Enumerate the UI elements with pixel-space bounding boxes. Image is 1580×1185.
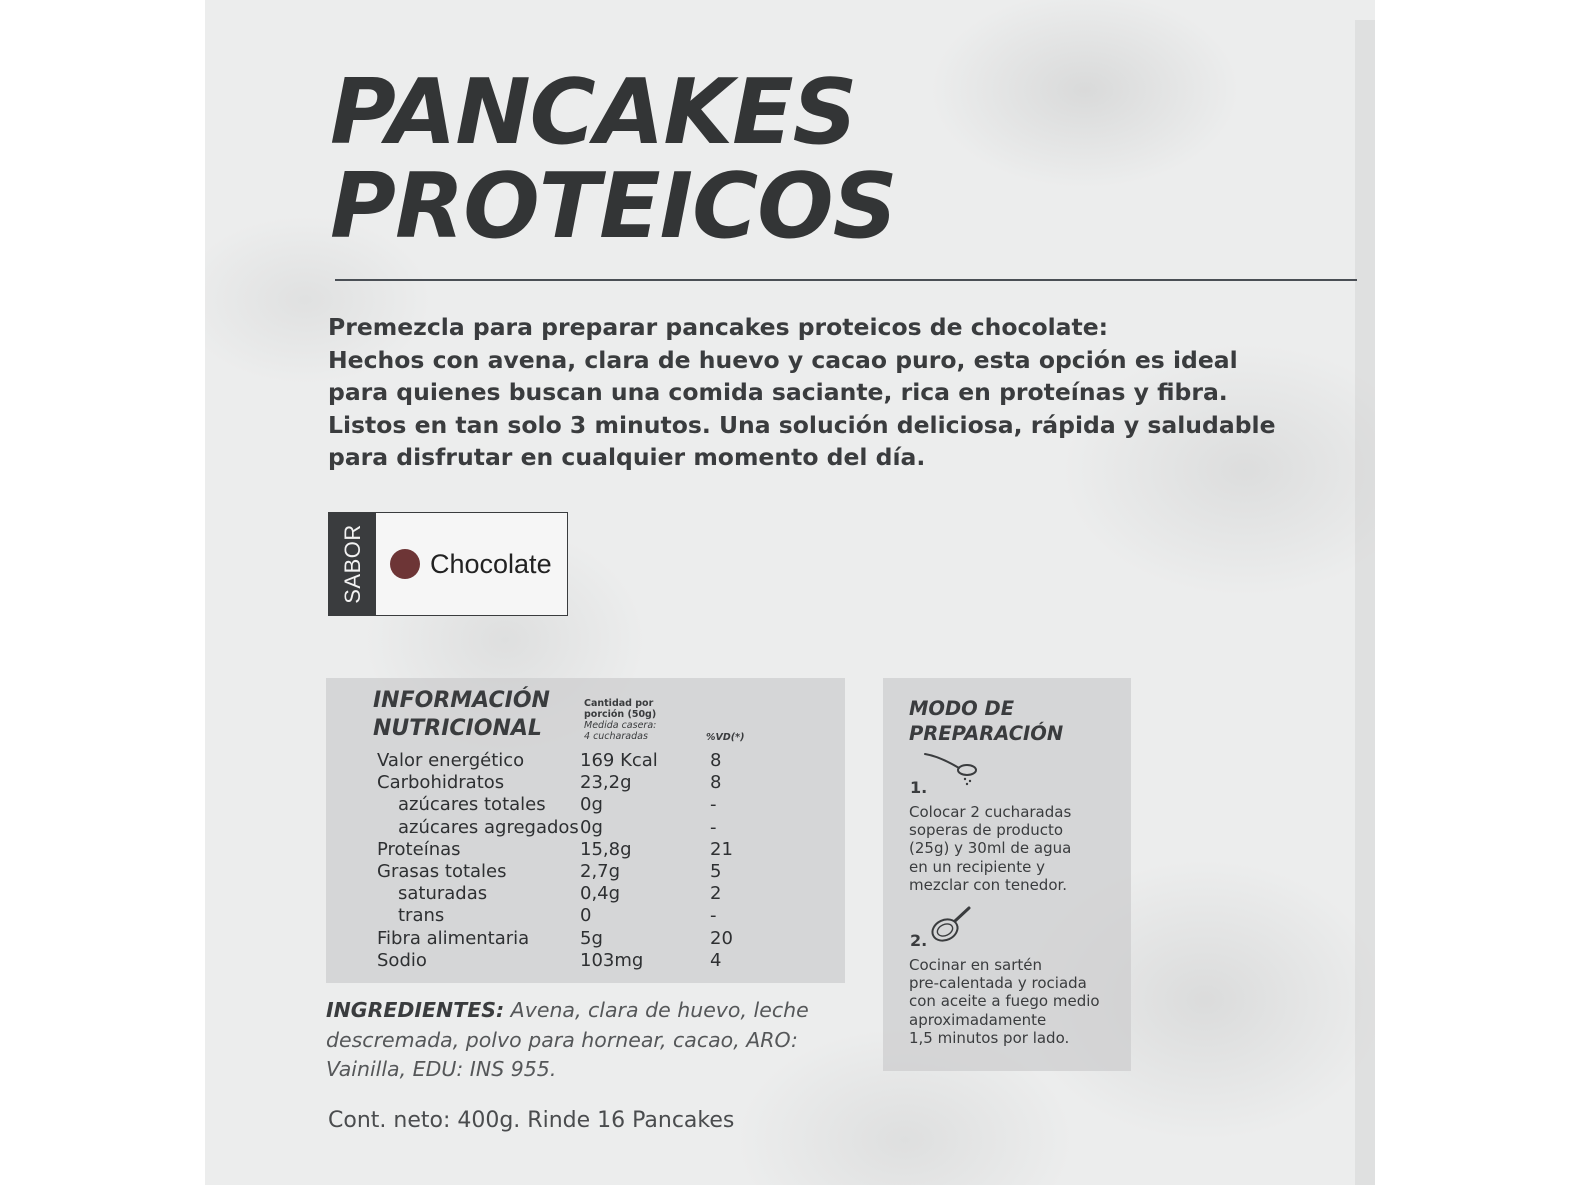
title-line-2: PROTEICOS: [330, 154, 897, 259]
description-line: para disfrutar en cualquier momento del día.: [328, 443, 926, 471]
step-line: pre-calentada y rociada: [909, 974, 1087, 993]
nutrition-row: [377, 839, 837, 861]
nutrition-title-line-1: INFORMACIÓN: [373, 688, 550, 713]
nutrient-name: Sodio: [377, 949, 427, 971]
pan-icon: [929, 904, 975, 946]
product-description: [328, 311, 1276, 474]
nutrient-name: Carbohidratos: [377, 772, 505, 794]
nutrient-amount: 2,7g: [580, 860, 621, 882]
nutrient-vd: 4: [710, 949, 722, 971]
ingredients-line: Vainilla, EDU: INS 955.: [326, 1057, 557, 1081]
step-line: soperas de producto: [909, 821, 1064, 840]
nutrition-row: [377, 950, 837, 972]
step-line: Colocar 2 cucharadas: [909, 803, 1072, 821]
step-number: 1.: [910, 778, 928, 797]
step-line: Cocinar en sartén: [909, 956, 1042, 974]
step-line: (25g) y 30ml de agua: [909, 839, 1072, 858]
nutrient-vd: 5: [710, 860, 722, 882]
nutrition-facts: [326, 678, 845, 983]
ingredients-line: descremada, polvo para hornear, cacao, ARO:: [326, 1027, 798, 1052]
step-line: mezclar con tenedor.: [909, 875, 1068, 894]
preparation-box: [883, 678, 1131, 1071]
serving-info: [584, 698, 656, 742]
nutrient-vd: 21: [710, 838, 733, 860]
flavor-swatch: [390, 549, 420, 579]
flavor-body: [376, 513, 567, 615]
nutrient-name: azúcares agregados: [398, 816, 579, 838]
step-number: 2.: [910, 931, 928, 950]
step-line: con aceite a fuego medio: [909, 992, 1100, 1011]
nutrient-vd: -: [710, 794, 717, 816]
description-line: Premezcla para preparar pancakes proteicos de chocolate:: [328, 313, 1109, 341]
nutrient-vd: 8: [710, 772, 722, 794]
nutrition-row: [377, 928, 837, 950]
step-text: [909, 803, 1129, 894]
nutrient-name: Proteínas: [377, 838, 461, 860]
serving-line: 4 cucharadas: [584, 731, 648, 742]
nutrition-title-line-2: NUTRICIONAL: [373, 716, 542, 741]
nutrient-amount: 103mg: [580, 949, 644, 971]
nutrient-amount: 0,4g: [580, 883, 621, 905]
nutrient-amount: 23,2g: [580, 772, 632, 794]
nutrient-vd: -: [710, 905, 717, 927]
net-content: Cont. neto: 400g. Rinde 16 Pancakes: [328, 1108, 735, 1133]
nutrient-amount: 169 Kcal: [580, 750, 658, 771]
edge-strip: [1355, 20, 1375, 1185]
nutrition-row: [377, 794, 837, 816]
nutrient-amount: 0g: [580, 816, 603, 838]
step-line: 1,5 minutos por lado.: [909, 1028, 1070, 1047]
nutrient-vd: -: [710, 816, 717, 838]
nutrition-rows: [377, 750, 837, 972]
flavor-box: [328, 512, 568, 616]
nutrient-name: trans: [398, 905, 445, 927]
preparation-title: [909, 696, 1063, 746]
preparation-title-line-1: MODO DE: [909, 697, 1015, 720]
flavor-name: Chocolate: [430, 548, 552, 579]
description-line: Listos en tan solo 3 minutos. Una solución deliciosa, rápida y saludable: [328, 410, 1276, 439]
nutrition-row: [377, 817, 837, 839]
nutrient-amount: 0g: [580, 794, 603, 816]
nutrient-amount: 15,8g: [580, 838, 632, 860]
serving-line: porción (50g): [584, 709, 657, 720]
nutrition-row: [377, 750, 837, 772]
ingredients-line: [326, 996, 846, 1026]
serving-line: Cantidad por: [584, 698, 654, 709]
nutrient-amount: 0: [580, 905, 592, 927]
nutrient-vd: 8: [710, 750, 722, 771]
description-line: Hechos con avena, clara de huevo y cacao puro, esta opción es ideal: [328, 345, 1238, 374]
nutrition-row: [377, 905, 837, 927]
daily-value-header: %VD(*): [706, 732, 745, 743]
nutrition-row: [377, 883, 837, 905]
nutrient-name: azúcares totales: [398, 794, 546, 816]
nutrient-name: Fibra alimentaria: [377, 927, 530, 949]
nutrient-name: saturadas: [398, 883, 488, 905]
flavor-tab: [329, 513, 376, 615]
nutrient-vd: 2: [710, 883, 722, 905]
nutrient-name: Valor energético: [377, 750, 525, 771]
serving-line: Medida casera:: [584, 720, 657, 731]
step-line: en un recipiente y: [909, 857, 1045, 876]
title-divider: [335, 279, 1357, 281]
ingredients: [326, 996, 846, 1085]
preparation-title-line-2: PREPARACIÓN: [909, 722, 1064, 745]
ingredients-text: Avena, clara de huevo, leche: [504, 998, 809, 1022]
flavor-tab-label: SABOR: [339, 524, 365, 604]
ingredients-label: INGREDIENTES:: [326, 998, 505, 1022]
nutrient-vd: 20: [710, 927, 733, 949]
nutrient-name: Grasas totales: [377, 860, 507, 882]
description-line: para quienes buscan una comida saciante, rica en proteínas y fibra.: [328, 378, 1228, 406]
nutrition-row: [377, 772, 837, 794]
title-line-1: PANCAKES: [330, 60, 857, 165]
product-title: [330, 60, 897, 259]
spoon-icon: [923, 750, 979, 786]
nutrition-row: [377, 861, 837, 883]
nutrition-title: [373, 687, 550, 743]
step-line: aproximadamente: [909, 1010, 1047, 1029]
nutrient-amount: 5g: [580, 927, 603, 949]
step-text: [909, 956, 1129, 1047]
